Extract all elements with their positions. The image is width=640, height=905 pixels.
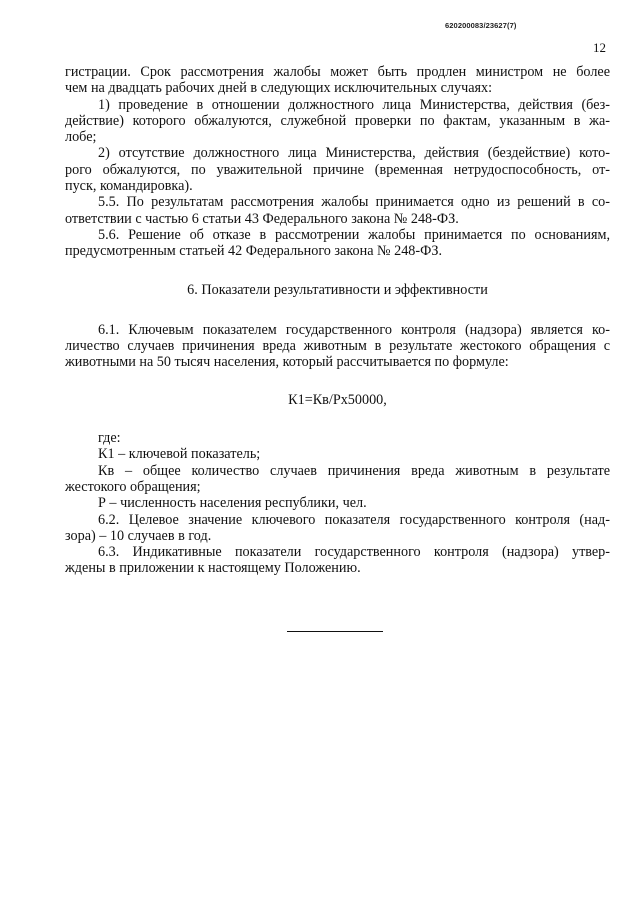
text-line: 1) проведение в отношении должностного лица Министерства, действия (без- xyxy=(98,96,610,113)
definition-k1: К1 – ключевой показатель; xyxy=(98,446,261,463)
text-line: ответствии с частью 6 статьи 43 Федерального закона № 248-ФЗ. xyxy=(65,210,459,227)
formula: К1=Кв/Рх50000, xyxy=(288,391,387,408)
end-divider xyxy=(287,631,383,632)
text-line: чем на двадцать рабочих дней в следующих исключительных случаях: xyxy=(65,80,493,97)
text-line: 6.2. Целевое значение ключевого показателя государственного контроля (над- xyxy=(98,511,610,528)
text-line: 5.6. Решение об отказе в рассмотрении жалобы принимается по основаниям, xyxy=(98,226,610,243)
text-line: действие) которого обжалуются, служебной проверки по фактам, указанным в жа- xyxy=(65,112,610,129)
text-line: гистрации. Срок рассмотрения жалобы может быть продлен министром не более xyxy=(65,64,610,80)
document-code: 620200083/23627(7) xyxy=(445,21,517,30)
text-line: где: xyxy=(98,430,121,447)
text-line: предусмотренным статьей 42 Федерального закона № 248-ФЗ. xyxy=(65,243,442,260)
text-line: рого обжалуются, по уважительной причине (временная нетрудоспособность, от- xyxy=(65,161,610,178)
text-line: зора) – 10 случаев в год. xyxy=(65,527,212,544)
text-line: пуск, командировка). xyxy=(65,178,193,195)
text-line: ждены в приложении к настоящему Положению. xyxy=(65,560,361,577)
definition-p: Р – численность населения республики, чел. xyxy=(98,495,367,512)
text-line: 2) отсутствие должностного лица Министерства, действия (бездействие) кото- xyxy=(98,145,610,162)
text-line: 6.1. Ключевым показателем государственного контроля (надзора) является ко- xyxy=(98,321,610,338)
text-line: личество случаев причинения вреда животным в результате жестокого обращения с xyxy=(65,338,610,355)
definition-kv: Кв – общее количество случаев причинения вреда животным в результате xyxy=(98,462,610,479)
text-line: 5.5. По результатам рассмотрения жалобы принимается одно из решений в со- xyxy=(98,194,610,211)
section-title: 6. Показатели результативности и эффективности xyxy=(187,281,488,298)
text-line: 6.3. Индикативные показатели государственного контроля (надзора) утвер- xyxy=(98,544,610,561)
document-body xyxy=(65,64,610,577)
text-line: лобе; xyxy=(65,129,97,146)
text-line: жестокого обращения; xyxy=(65,478,201,495)
page-number: 12 xyxy=(593,40,606,55)
text-line: животными на 50 тысяч населения, который рассчитывается по формуле: xyxy=(65,354,509,371)
